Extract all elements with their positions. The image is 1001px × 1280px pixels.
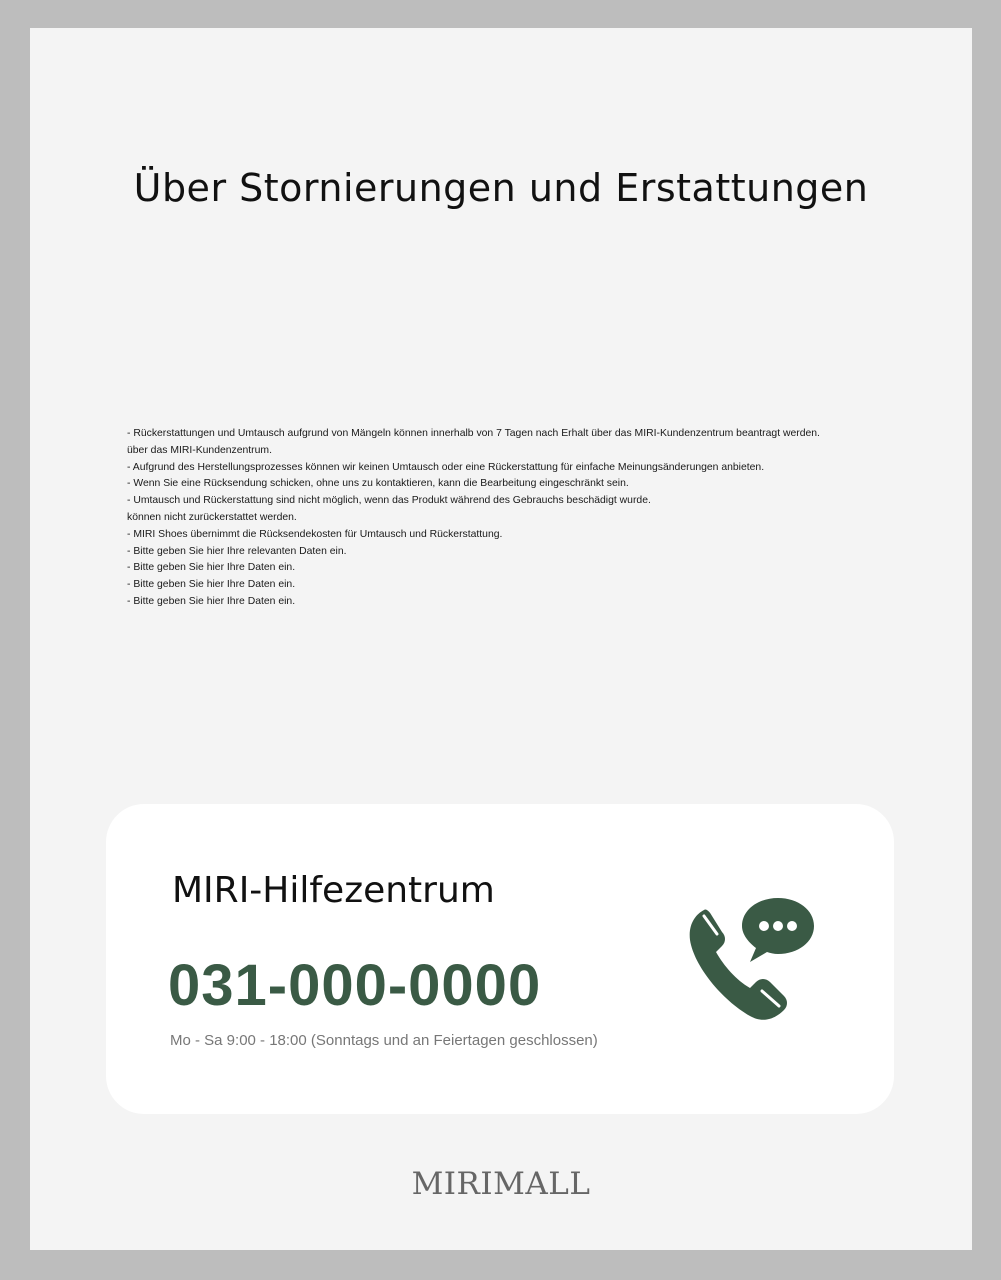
policy-list: [127, 426, 887, 611]
policy-line: - MIRI Shoes übernimmt die Rücksendekosten für Umtausch und Rückerstattung.: [127, 528, 503, 540]
policy-line: - Bitte geben Sie hier Ihre relevanten Daten ein.: [127, 545, 347, 557]
page-title: Über Stornierungen und Erstattungen: [133, 166, 869, 210]
help-center-phone-number[interactable]: 031-000-0000: [168, 953, 542, 1018]
help-center-hours: Mo - Sa 9:00 - 18:00 (Sonntags und an Feiertagen geschlossen): [170, 1032, 598, 1049]
policy-line: - Bitte geben Sie hier Ihre Daten ein.: [127, 595, 296, 607]
help-center-card: [106, 804, 894, 1114]
brand-logo[interactable]: MIRIMALL: [411, 1166, 591, 1202]
policy-line: - Rückerstattungen und Umtausch aufgrund von Mängeln können innerhalb von 7 Tagen nach Erhalt über das MIRI-Kundenzentrum beantragt werden.: [127, 428, 820, 439]
policy-line: - Wenn Sie eine Rücksendung schicken, ohne uns zu kontaktieren, kann die Bearbeitung eingeschränkt sein.: [127, 478, 629, 490]
policy-line: - Aufgrund des Herstellungsprozesses können wir keinen Umtausch oder eine Rückerstattung für einfache Meinungsänderungen anbieten.: [127, 461, 765, 473]
policy-line: - Umtausch und Rückerstattung sind nicht möglich, wenn das Produkt während des Gebrauchs beschädigt wurde.: [127, 495, 651, 507]
help-center-title: MIRI-Hilfezentrum: [172, 870, 495, 911]
policy-line: können nicht zurückerstattet werden.: [127, 511, 297, 523]
policy-line: - Bitte geben Sie hier Ihre Daten ein.: [127, 562, 296, 574]
phone-chat-icon: [682, 896, 818, 1024]
policy-line: - Bitte geben Sie hier Ihre Daten ein.: [127, 579, 296, 591]
policy-page: [30, 28, 972, 1250]
policy-line: über das MIRI-Kundenzentrum.: [127, 444, 272, 456]
